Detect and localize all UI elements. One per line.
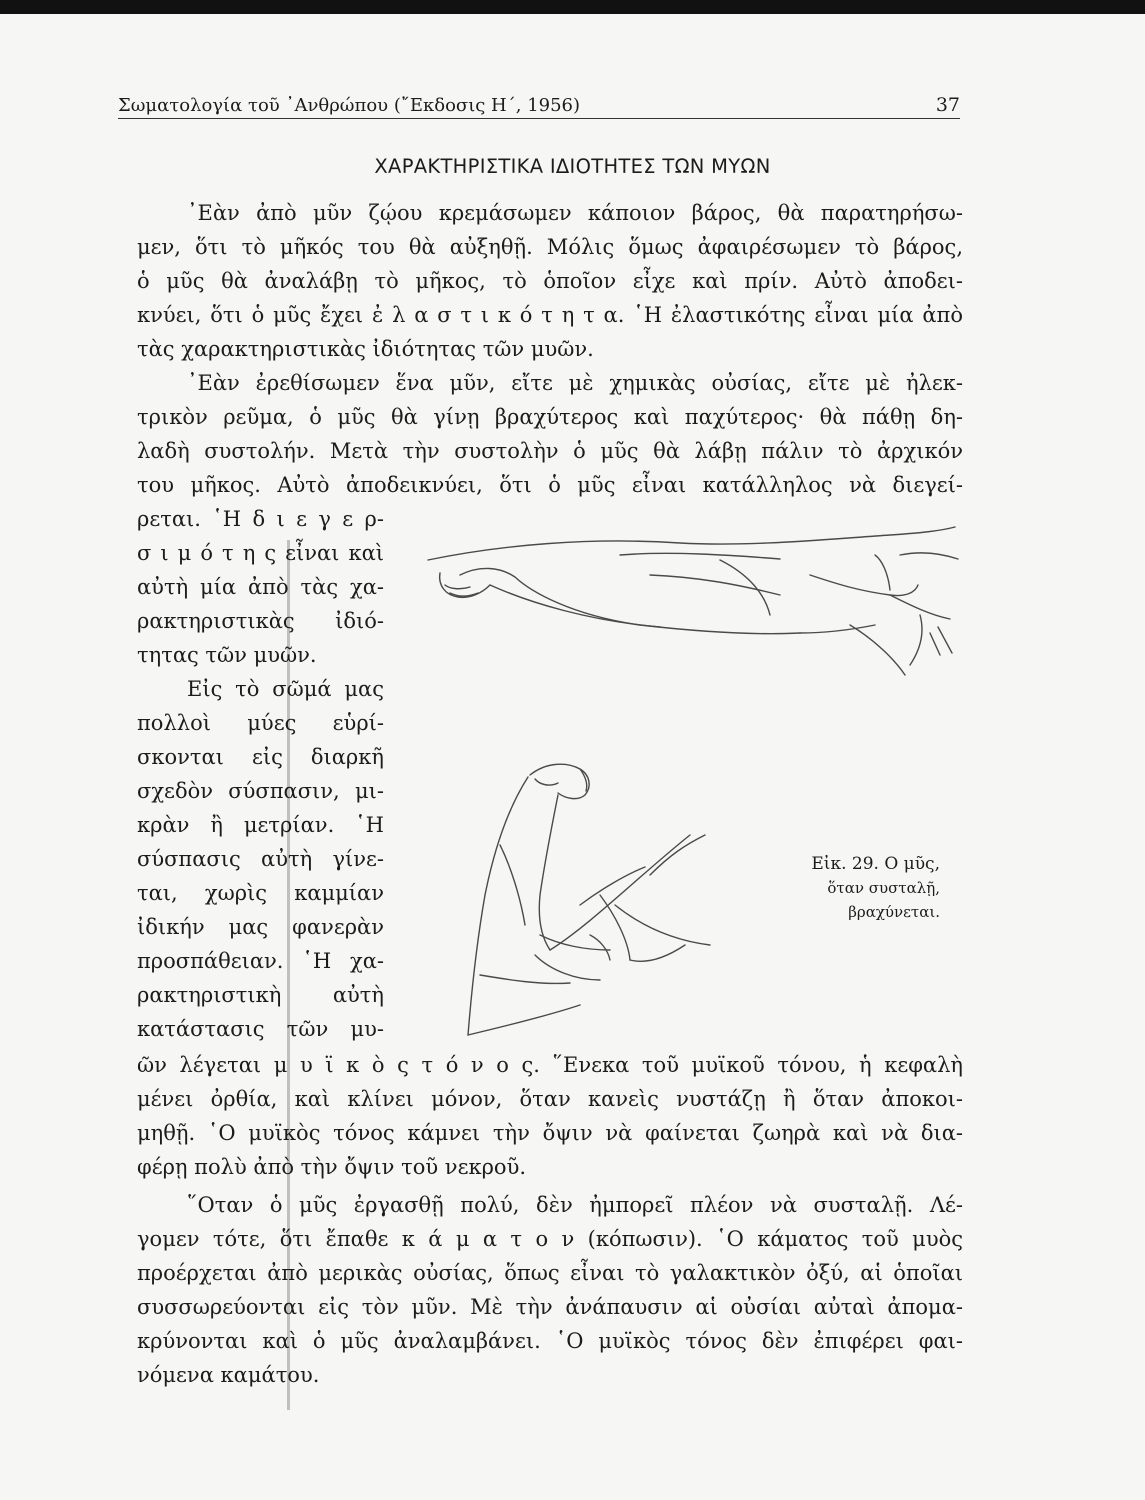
text-line: ᾿Εὰν ἀπὸ μῦν ζῴου κρεμάσωμεν κάποιον βάρος, θὰ παρατηρήσω- xyxy=(187,201,963,225)
running-header xyxy=(118,94,960,119)
text-line: τὰς χαρακτηριστικὰς ἰδιότητας τῶν μυῶν. xyxy=(137,337,594,361)
text-line: ῶν λέγεται μ υ ϊ κ ὸ ς τ ό ν ο ς. ῞Ενεκα τοῦ μυϊκοῦ τόνου, ἡ κεφαλὴ xyxy=(137,1053,963,1077)
text-line: τρικὸν ρεῦμα, ὁ μῦς θὰ γίνῃ βραχύτερος καὶ παχύτερος· θὰ πάθῃ δη- xyxy=(137,405,963,429)
text-line: Εἰς τὸ σῶμά μας xyxy=(187,677,384,701)
text-line: νόμενα καμάτου. xyxy=(137,1363,320,1387)
text-line: ᾿Εὰν ἐρεθίσωμεν ἕνα μῦν, εἴτε μὲ χημικὰς οὐσίας, εἴτε μὲ ἠλεκ- xyxy=(187,371,963,395)
caption-line: Εἰκ. 29. Ο μῦς, xyxy=(811,854,940,874)
text-line: ρεται. ῾Η δ ι ε γ ε ρ- xyxy=(137,507,384,531)
text-line: φέρῃ πολὺ ἀπὸ τὴν ὄψιν τοῦ νεκροῦ. xyxy=(137,1155,527,1179)
text-line: προέρχεται ἀπὸ μερικὰς οὐσίας, ὅπως εἶναι τὸ γαλακτικὸν ὀξύ, αἱ ὁποῖαι xyxy=(137,1261,963,1285)
text-line: ἰδικήν μας φανερὰν xyxy=(137,915,384,939)
figure-caption xyxy=(740,852,940,924)
text-line: μένει ὀρθία, καὶ κλίνει μόνον, ὅταν κανεὶς νυστάζῃ ἢ ὅταν ἀποκοι- xyxy=(137,1087,963,1111)
text-line: ρακτηριστικὴ αὐτὴ xyxy=(137,983,384,1007)
text-line: ῞Οταν ὁ μῦς ἐργασθῇ πολύ, δὲν ἠμπορεῖ πλέον νὰ συσταλῇ. Λέ- xyxy=(187,1193,963,1217)
text-line: κρύνονται καὶ ὁ μῦς ἀναλαμβάνει. ῾Ο μυϊκὸς τόνος δὲν ἐπιφέρει φαι- xyxy=(137,1329,963,1353)
scan-top-edge xyxy=(0,0,1145,14)
text-line: προσπάθειαν. ῾Η χα- xyxy=(137,949,384,973)
text-line: ται, χωρὶς καμμίαν xyxy=(137,881,384,905)
text-line: αὐτὴ μία ἀπὸ τὰς χα- xyxy=(137,575,384,599)
text-line: κρὰν ἢ μετρίαν. ῾Η xyxy=(137,813,384,837)
text-line: σκονται εἰς διαρκῆ xyxy=(137,745,384,769)
page-number: 37 xyxy=(935,94,960,116)
text-line: σύσπασις αὐτὴ γίνε- xyxy=(137,847,384,871)
text-line: τητας τῶν μυῶν. xyxy=(137,643,317,667)
text-line: ὁ μῦς θὰ ἀναλάβῃ τὸ μῆκος, τὸ ὁποῖον εἶχε καὶ πρίν. Αὐτὸ ἀποδει- xyxy=(137,269,963,293)
caption-line: ὅταν συσταλῇ, xyxy=(827,879,940,897)
text-line: σχεδὸν σύσπασιν, μι- xyxy=(137,779,384,803)
text-line: μηθῇ. ῾Ο μυϊκὸς τόνος κάμνει τὴν ὄψιν νὰ φαίνεται ζωηρὰ καὶ νὰ δια- xyxy=(137,1121,963,1145)
text-line: μεν, ὅτι τὸ μῆκός του θὰ αὐξηθῇ. Μόλις ὅμως ἀφαιρέσωμεν τὸ βάρος, xyxy=(137,235,963,259)
text-line: του μῆκος. Αὐτὸ ἀποδεικνύει, ὅτι ὁ μῦς εἶναι κατάλληλος νὰ διεγεί- xyxy=(137,473,963,497)
relaxed-arm-illustration xyxy=(420,515,960,705)
text-line: γομεν τότε, ὅτι ἔπαθε κ ά μ α τ ο ν (κόπωσιν). ῾Ο κάματος τοῦ μυὸς xyxy=(137,1227,963,1251)
flexed-arm-illustration xyxy=(440,755,740,1055)
text-line: κατάστασις τῶν μυ- xyxy=(137,1017,384,1041)
text-line: συσσωρεύονται εἰς τὸν μῦν. Μὲ τὴν ἀνάπαυσιν αἱ οὐσίαι αὐταὶ ἀπομα- xyxy=(137,1295,963,1319)
text-line: λαδὴ συστολήν. Μετὰ τὴν συστολὴν ὁ μῦς θὰ λάβῃ πάλιν τὸ ἀρχικόν xyxy=(137,439,963,463)
text-line: πολλοὶ μύες εὑρί- xyxy=(137,711,384,735)
text-line: ρακτηριστικὰς ἰδιό- xyxy=(137,609,384,633)
running-title: Σωματολογία τοῦ ᾿Ανθρώπου (῎Εκδοσις Η΄, 1956) xyxy=(118,95,581,116)
section-title: ΧΑΡΑΚΤΗΡΙΣΤΙΚΑ ΙΔΙΟΤΗΤΕΣ ΤΩΝ ΜΥΩΝ xyxy=(374,155,771,178)
text-line: σ ι μ ό τ η ς εἶναι καὶ xyxy=(137,541,384,565)
caption-line: βραχύνεται. xyxy=(848,903,940,921)
text-line: κνύει, ὅτι ὁ μῦς ἔχει ἐ λ α σ τ ι κ ό τ η τ α. ῾Η ἐλαστικότης εἶναι μία ἀπὸ xyxy=(137,303,963,327)
